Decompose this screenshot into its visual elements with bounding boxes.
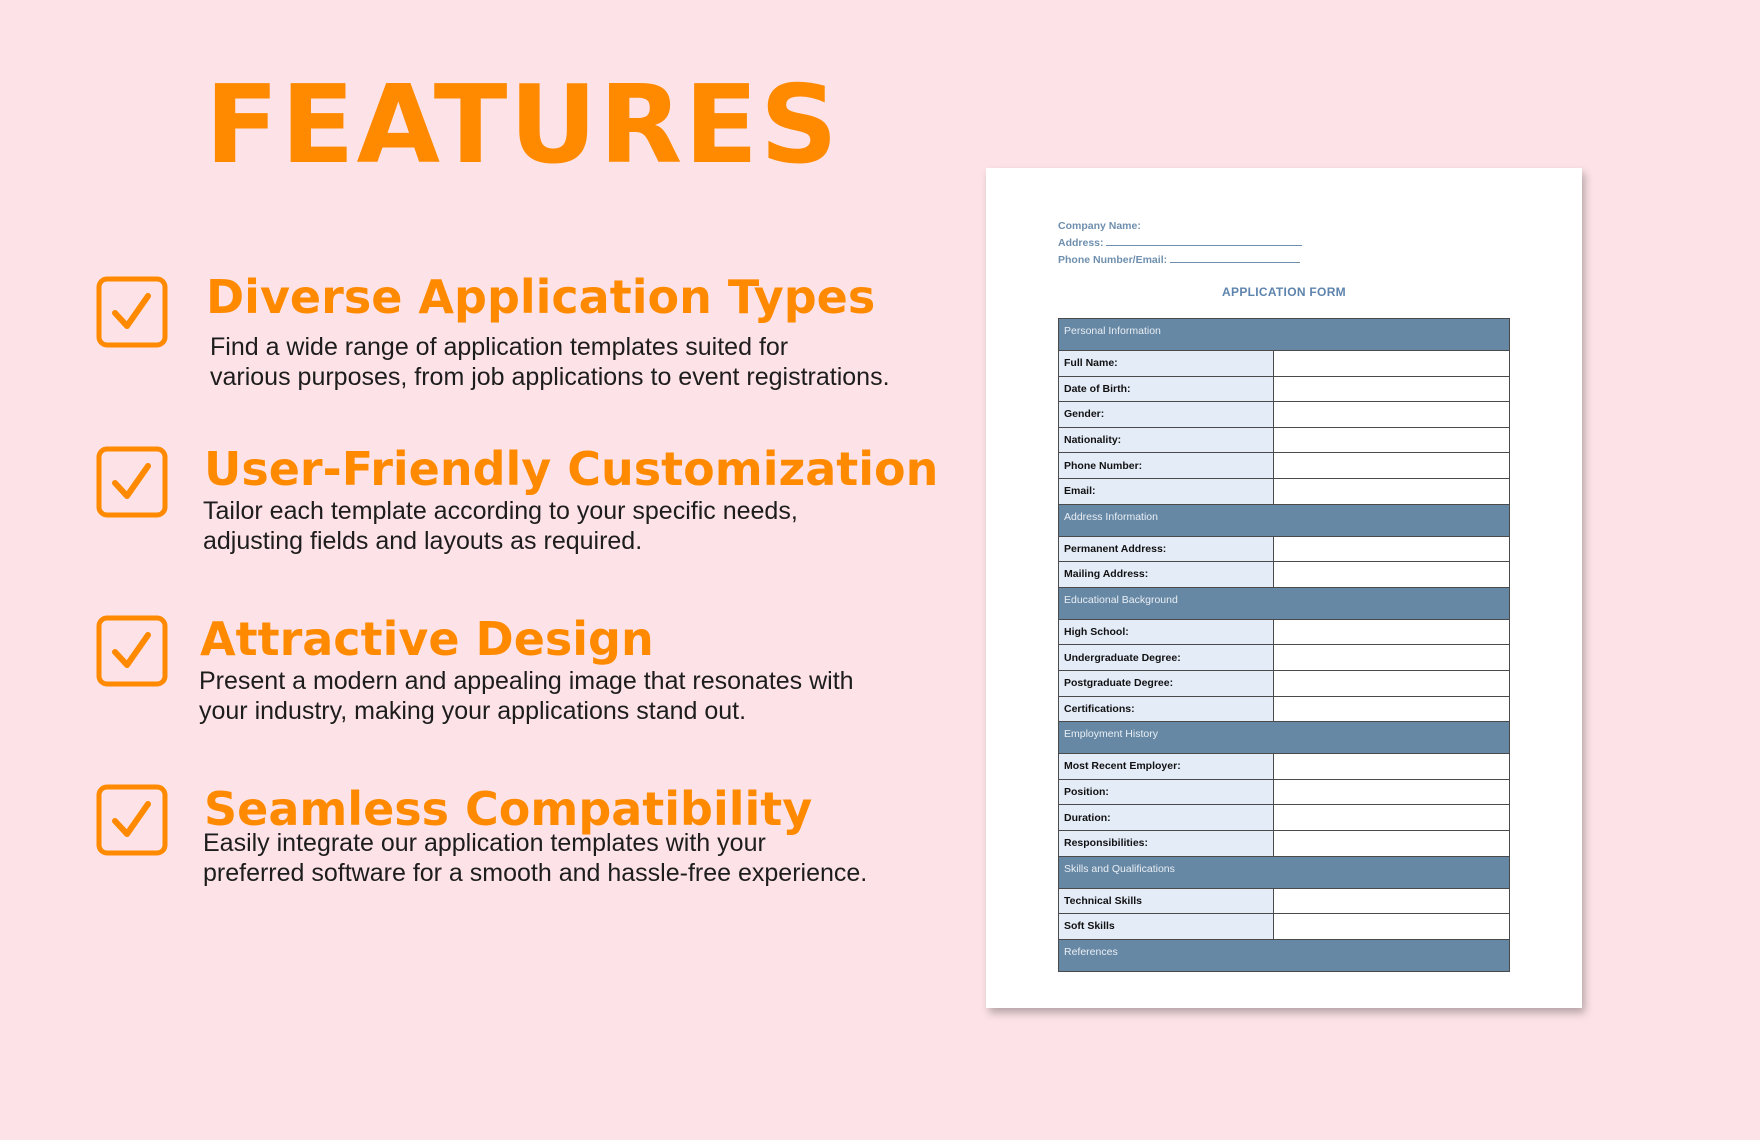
form-field-value [1274, 619, 1510, 645]
feature-description-line: Find a wide range of application templates suited for [210, 333, 789, 361]
form-field-row [1059, 402, 1510, 428]
form-field-row [1059, 562, 1510, 588]
form-field-row [1059, 478, 1510, 504]
feature-description-line: your industry, making your applications stand out. [199, 697, 747, 725]
form-field-value [1274, 351, 1510, 377]
form-section-header [1059, 504, 1510, 536]
form-field-row [1059, 619, 1510, 645]
form-field-value [1274, 805, 1510, 831]
form-field-value [1274, 645, 1510, 671]
form-field-row [1059, 830, 1510, 856]
form-field-value [1274, 562, 1510, 588]
form-field-value [1274, 696, 1510, 722]
form-field-value [1274, 779, 1510, 805]
address-underline [1106, 236, 1302, 246]
feature-description-line: adjusting fields and layouts as required. [203, 527, 643, 555]
company-info-header [1058, 218, 1302, 269]
form-field-row [1059, 914, 1510, 940]
form-field-value [1274, 536, 1510, 562]
form-section-title: Employment History [1059, 722, 1510, 754]
form-section-header [1059, 722, 1510, 754]
form-field-value [1274, 914, 1510, 940]
form-field-row [1059, 888, 1510, 914]
form-field-label: Gender: [1059, 402, 1274, 428]
form-field-value [1274, 754, 1510, 780]
checkbox-checked-icon [96, 446, 168, 518]
checkbox-checked-icon [96, 784, 168, 856]
phone-label: Phone Number/Email: [1058, 254, 1168, 266]
form-field-label: Mailing Address: [1059, 562, 1274, 588]
phone-row [1058, 252, 1302, 269]
form-field-row [1059, 351, 1510, 377]
company-name-label: Company Name: [1058, 220, 1141, 232]
form-section-title: Skills and Qualifications [1059, 856, 1510, 888]
form-section-title: Address Information [1059, 504, 1510, 536]
form-field-label: Position: [1059, 779, 1274, 805]
feature-title: Attractive Design [200, 612, 654, 666]
form-field-row [1059, 453, 1510, 479]
form-field-value [1274, 830, 1510, 856]
phone-underline [1170, 253, 1300, 263]
form-field-value [1274, 402, 1510, 428]
form-field-row [1059, 536, 1510, 562]
form-section-title: References [1059, 939, 1510, 971]
feature-description-line: Tailor each template according to your specific needs, [203, 497, 798, 525]
form-field-value [1274, 670, 1510, 696]
form-field-label: High School: [1059, 619, 1274, 645]
feature-title: User-Friendly Customization [204, 442, 939, 496]
feature-seamless-compatibility [96, 778, 956, 908]
feature-description [203, 496, 963, 556]
form-field-value [1274, 427, 1510, 453]
feature-user-friendly-customization [96, 440, 956, 570]
address-label: Address: [1058, 237, 1104, 249]
form-field-label: Responsibilities: [1059, 830, 1274, 856]
feature-description-line: preferred software for a smooth and hassle-free experience. [203, 859, 868, 887]
checkbox-checked-icon [96, 615, 168, 687]
form-field-label: Permanent Address: [1059, 536, 1274, 562]
form-field-value [1274, 478, 1510, 504]
feature-description-line: Present a modern and appealing image that resonates with [199, 667, 854, 695]
form-field-label: Postgraduate Degree: [1059, 670, 1274, 696]
form-section-title: Educational Background [1059, 587, 1510, 619]
feature-description [210, 332, 970, 392]
form-field-row [1059, 805, 1510, 831]
company-name-row [1058, 218, 1302, 235]
form-field-label: Nationality: [1059, 427, 1274, 453]
form-title: APPLICATION FORM [1222, 285, 1346, 299]
feature-diverse-application-types [96, 270, 956, 400]
form-field-label: Most Recent Employer: [1059, 754, 1274, 780]
feature-title: Diverse Application Types [206, 270, 876, 324]
checkbox-checked-icon [96, 276, 168, 348]
form-section-header [1059, 587, 1510, 619]
form-section-header [1059, 319, 1510, 351]
application-form-table [1058, 318, 1510, 972]
form-field-value [1274, 453, 1510, 479]
feature-description [203, 828, 963, 888]
application-form-preview [986, 168, 1582, 1008]
address-row [1058, 235, 1302, 252]
form-field-label: Undergraduate Degree: [1059, 645, 1274, 671]
form-field-row [1059, 427, 1510, 453]
feature-attractive-design [96, 609, 956, 739]
form-field-label: Phone Number: [1059, 453, 1274, 479]
feature-description [199, 666, 959, 726]
form-field-value [1274, 888, 1510, 914]
form-field-label: Certifications: [1059, 696, 1274, 722]
form-field-label: Technical Skills [1059, 888, 1274, 914]
feature-title: Seamless Compatibility [204, 782, 813, 836]
form-field-row [1059, 779, 1510, 805]
form-field-value [1274, 376, 1510, 402]
feature-description-line: various purposes, from job applications to event registrations. [210, 363, 890, 391]
form-field-label: Full Name: [1059, 351, 1274, 377]
form-field-row [1059, 376, 1510, 402]
form-field-row [1059, 670, 1510, 696]
form-field-row [1059, 754, 1510, 780]
form-section-title: Personal Information [1059, 319, 1510, 351]
form-section-header [1059, 856, 1510, 888]
feature-description-line: Easily integrate our application templates with your [203, 829, 766, 857]
form-field-label: Date of Birth: [1059, 376, 1274, 402]
form-section-header [1059, 939, 1510, 971]
page-title: FEATURES [205, 63, 840, 188]
form-field-label: Soft Skills [1059, 914, 1274, 940]
form-field-row [1059, 696, 1510, 722]
form-field-label: Duration: [1059, 805, 1274, 831]
form-field-label: Email: [1059, 478, 1274, 504]
form-field-row [1059, 645, 1510, 671]
